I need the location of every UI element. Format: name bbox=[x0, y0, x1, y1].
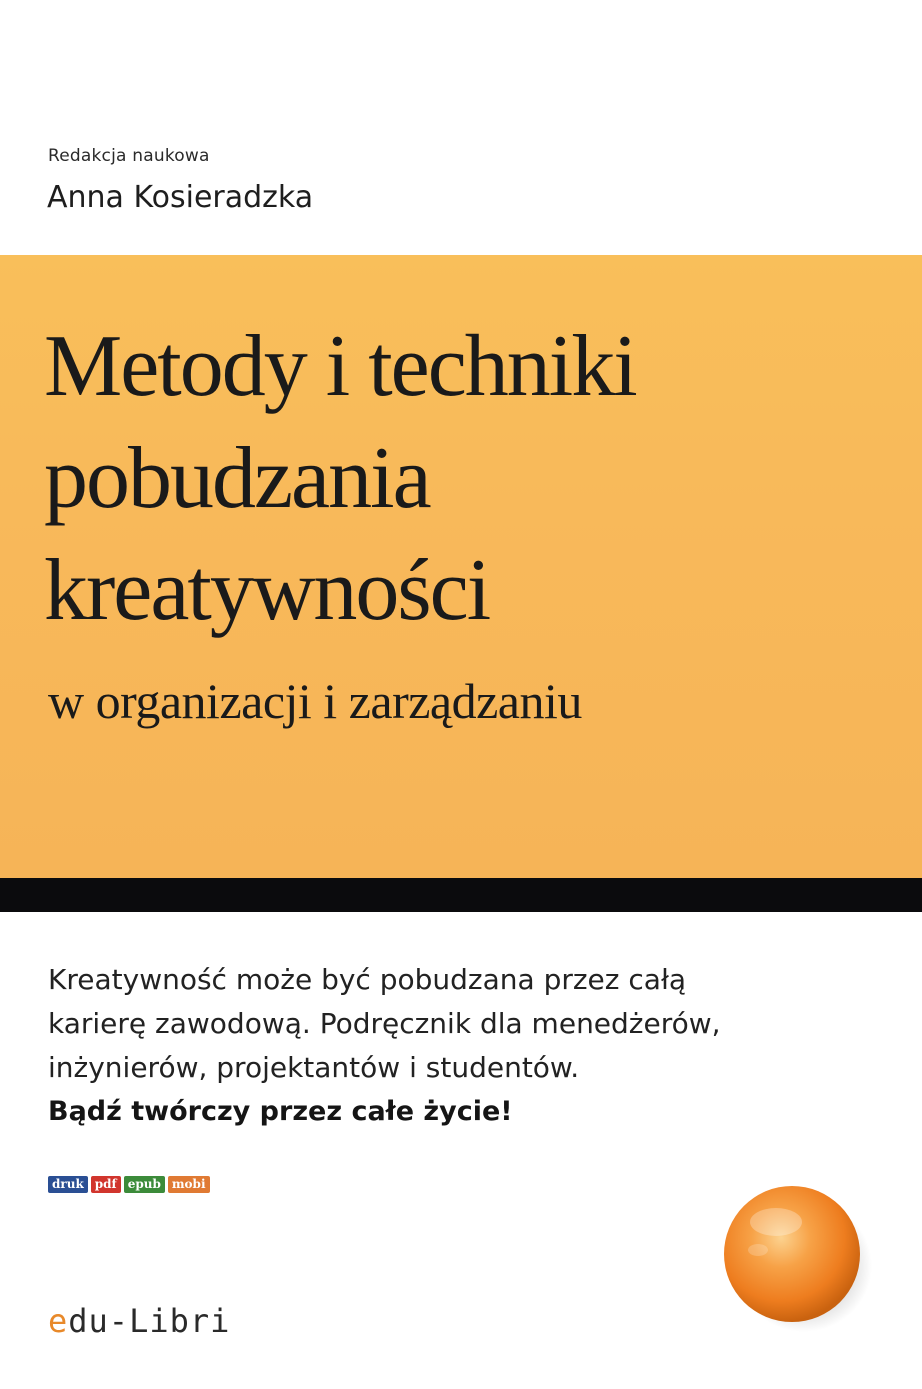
title-line-3: kreatywności bbox=[44, 542, 490, 639]
blurb bbox=[48, 958, 888, 1090]
format-badge-druk: druk bbox=[48, 1176, 88, 1193]
editor-name: Anna Kosieradzka bbox=[47, 180, 314, 215]
blurb-line-1: Kreatywność może być pobudzana przez całą bbox=[48, 963, 687, 996]
format-badge-pdf: pdf bbox=[91, 1176, 121, 1193]
format-badges bbox=[48, 1176, 210, 1193]
publisher-logo bbox=[48, 1302, 230, 1340]
editor-label: Redakcja naukowa bbox=[48, 146, 210, 166]
blurb-line-3: inżynierów, projektantów i studentów. bbox=[48, 1051, 580, 1084]
publisher-logo-accent: e bbox=[48, 1302, 69, 1340]
slogan: Bądź twórczy przez całe życie! bbox=[48, 1096, 513, 1127]
format-badge-mobi: mobi bbox=[168, 1176, 210, 1193]
divider-bar bbox=[0, 878, 922, 912]
blurb-line-2: karierę zawodową. Podręcznik dla menedżerów, bbox=[48, 1007, 721, 1040]
publisher-logo-text: du-Libri bbox=[68, 1302, 231, 1340]
subtitle: w organizacji i zarządzaniu bbox=[48, 673, 582, 729]
title-line-2: pobudzania bbox=[44, 430, 430, 527]
orange-sphere-icon bbox=[718, 1180, 872, 1334]
format-badge-epub: epub bbox=[124, 1176, 165, 1193]
title-line-1: Metody i techniki bbox=[44, 318, 636, 415]
